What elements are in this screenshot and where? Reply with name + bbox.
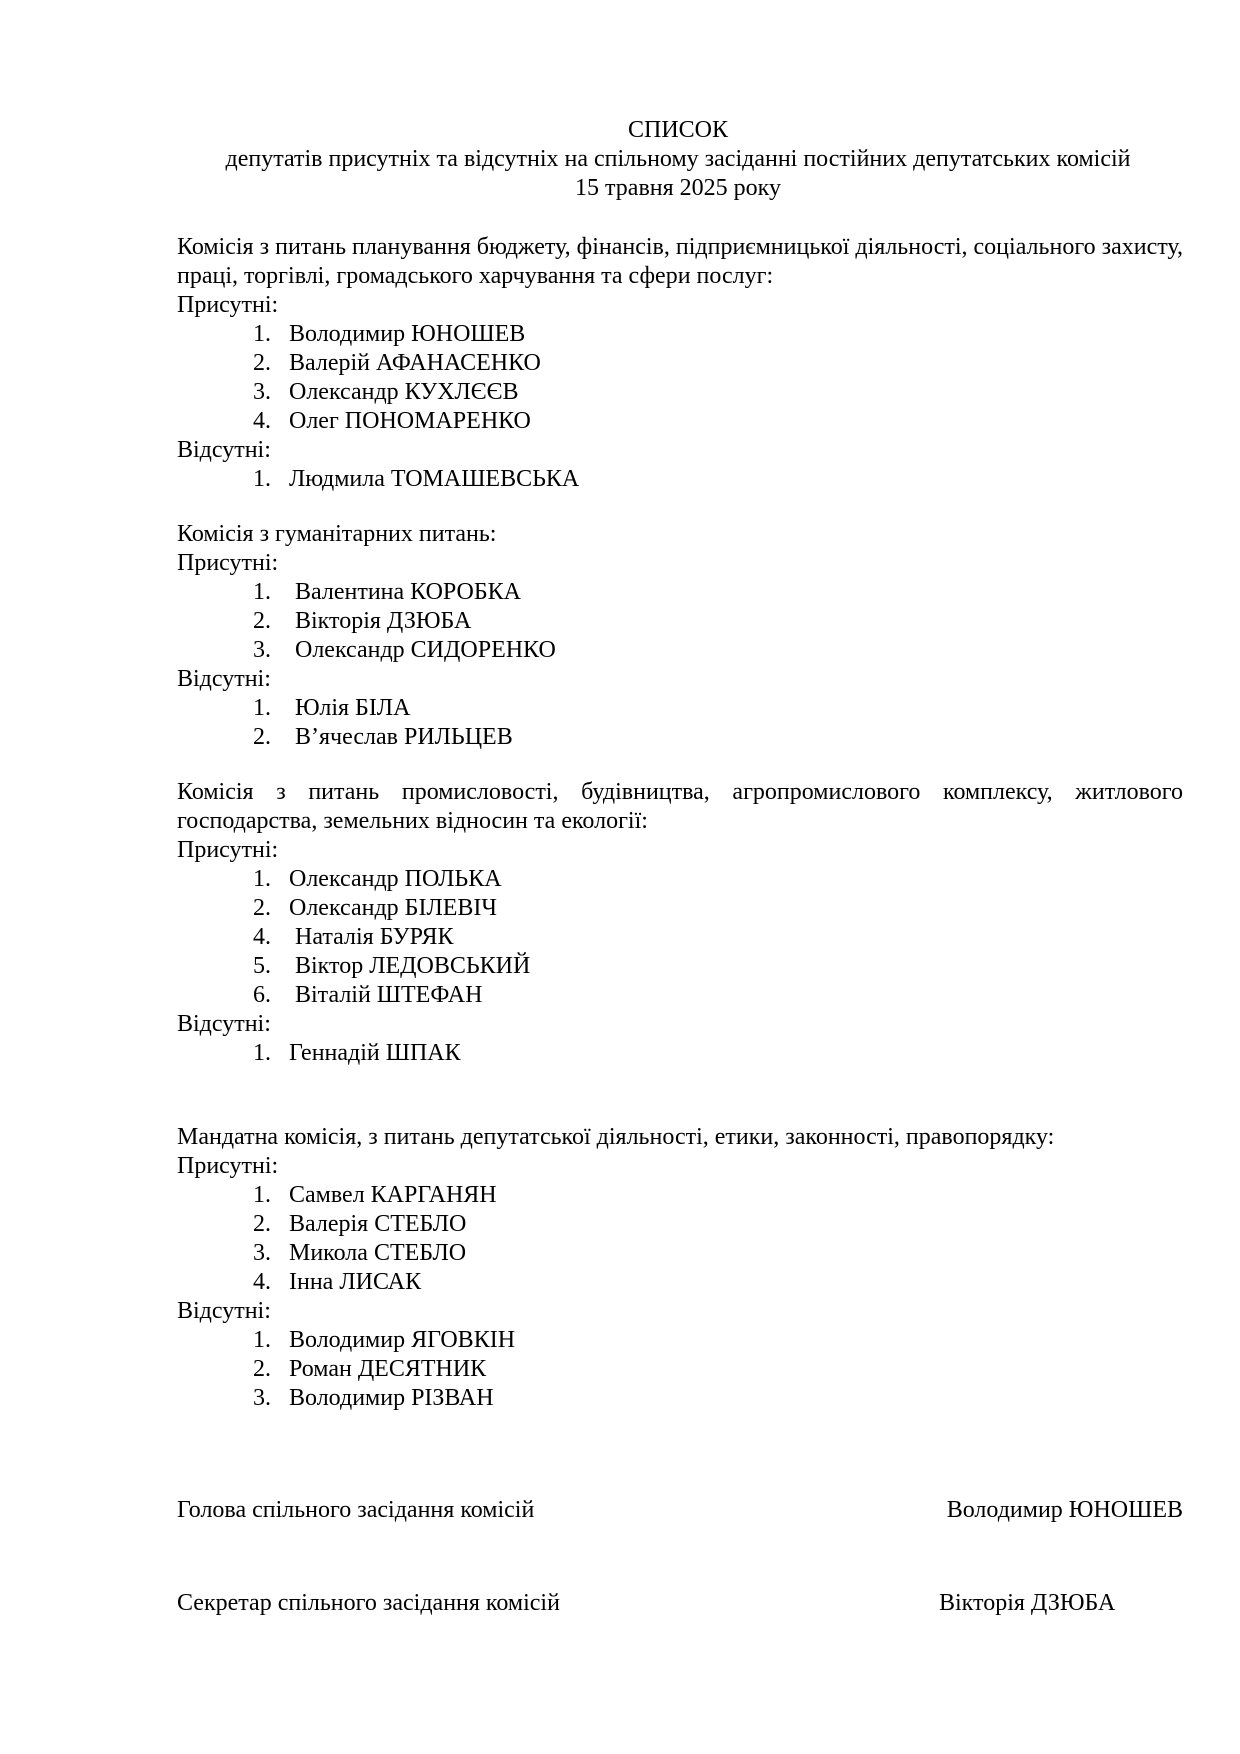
list-item	[177, 694, 1183, 723]
member-name: Микола СТЕБЛО	[289, 1240, 467, 1266]
document-subtitle: депутатів присутніх та відсутніх на спільному засіданні постійних депутатських комісій	[225, 146, 1131, 172]
member-name: Людмила ТОМАШЕВСЬКА	[289, 466, 580, 492]
item-number: 4.	[253, 408, 271, 434]
member-name: Олександр БІЛЕВІЧ	[289, 895, 497, 921]
document-title: СПИСОК	[627, 117, 729, 143]
absent-label: Відсутні:	[177, 666, 271, 692]
list-item	[177, 894, 1183, 923]
chair-label: Голова спільного засідання комісій	[177, 1497, 535, 1523]
list-item	[177, 1268, 1183, 1297]
member-name: Олександр СИДОРЕНКО	[295, 637, 556, 663]
item-number: 3.	[253, 1240, 271, 1266]
item-number: 3.	[253, 1385, 271, 1411]
absent-label: Відсутні:	[177, 1298, 271, 1324]
present-list	[177, 865, 1183, 1010]
item-number: 1.	[253, 321, 271, 347]
secretary-name: Вікторія ДЗЮБА	[939, 1590, 1116, 1616]
list-item	[177, 607, 1183, 636]
list-item	[177, 981, 1183, 1010]
list-item	[177, 378, 1183, 407]
member-name: Валерій АФАНАСЕНКО	[289, 350, 541, 376]
item-number: 2.	[253, 895, 271, 921]
list-item	[177, 1039, 1183, 1068]
member-name: Наталія БУРЯК	[295, 924, 454, 950]
member-name: Валентина КОРОБКА	[295, 579, 522, 605]
item-number: 6.	[253, 982, 271, 1008]
member-name: Віктор ЛЕДОВСЬКИЙ	[295, 953, 531, 979]
member-name: Володимир РІЗВАН	[289, 1385, 494, 1411]
item-number: 2.	[253, 1211, 271, 1237]
member-name: В’ячеслав РИЛЬЦЕВ	[295, 724, 513, 750]
present-label: Присутні:	[177, 292, 279, 318]
item-number: 1.	[253, 466, 271, 492]
member-name: Олександр ПОЛЬКА	[289, 866, 502, 892]
absent-list	[177, 1326, 1183, 1413]
item-number: 5.	[253, 953, 271, 979]
absent-list	[177, 1039, 1183, 1068]
list-item	[177, 1384, 1183, 1413]
list-item	[177, 1355, 1183, 1384]
list-item	[177, 723, 1183, 752]
item-number: 1.	[253, 1327, 271, 1353]
member-name: Юлія БІЛА	[295, 695, 411, 721]
present-list	[177, 320, 1183, 436]
member-name: Олександр КУХЛЄЄВ	[289, 379, 519, 405]
item-number: 1.	[253, 1182, 271, 1208]
commission-title: Мандатна комісія, з питань депутатської діяльності, етики, законності, правопорядку:	[177, 1124, 1055, 1150]
list-item	[177, 865, 1183, 894]
present-label: Присутні:	[177, 1153, 279, 1179]
secretary-label: Секретар спільного засідання комісій	[177, 1590, 560, 1616]
commission-budget	[177, 233, 1183, 494]
member-name: Інна ЛИСАК	[289, 1269, 422, 1295]
item-number: 1.	[253, 866, 271, 892]
present-list	[177, 578, 1183, 665]
list-item	[177, 1181, 1183, 1210]
commission-humanitarian	[177, 520, 1183, 752]
document-header	[0, 116, 1240, 203]
commission-industry	[177, 778, 1183, 1068]
item-number: 4.	[253, 1269, 271, 1295]
present-label: Присутні:	[177, 550, 279, 576]
item-number: 2.	[253, 350, 271, 376]
item-number: 3.	[253, 379, 271, 405]
present-list	[177, 1181, 1183, 1297]
list-item	[177, 407, 1183, 436]
member-name: Валерія СТЕБЛО	[289, 1211, 467, 1237]
item-number: 3.	[253, 637, 271, 663]
absent-list	[177, 694, 1183, 752]
member-name: Геннадій ШПАК	[289, 1040, 461, 1066]
absent-label: Відсутні:	[177, 437, 271, 463]
member-name: Володимир ЮНОШЕВ	[289, 321, 526, 347]
document-date: 15 травня 2025 року	[575, 175, 781, 201]
chair-name: Володимир ЮНОШЕВ	[946, 1497, 1183, 1523]
member-name: Олег ПОНОМАРЕНКО	[289, 408, 531, 434]
present-label: Присутні:	[177, 837, 279, 863]
commission-title: Комісія з питань промисловості, будівництва, агропромислового комплексу, житлового господарства, земельних відносин та екології:	[177, 779, 1183, 834]
item-number: 2.	[253, 1356, 271, 1382]
member-name: Віталій ШТЕФАН	[295, 982, 483, 1008]
list-item	[177, 1326, 1183, 1355]
commission-title: Комісія з гуманітарних питань:	[177, 521, 497, 547]
list-item	[177, 923, 1183, 952]
member-name: Самвел КАРГАНЯН	[289, 1182, 497, 1208]
list-item	[177, 578, 1183, 607]
member-name: Роман ДЕСЯТНИК	[289, 1356, 487, 1382]
commission-title: Комісія з питань планування бюджету, фінансів, підприємницької діяльності, соціального захисту, праці, торгівлі, громадського харчування та сфери послуг:	[177, 234, 1183, 289]
list-item	[177, 636, 1183, 665]
member-name: Вікторія ДЗЮБА	[295, 608, 472, 634]
member-name: Володимир ЯГОВКІН	[289, 1327, 516, 1353]
item-number: 2.	[253, 608, 271, 634]
item-number: 2.	[253, 724, 271, 750]
item-number: 1.	[253, 1040, 271, 1066]
list-item	[177, 349, 1183, 378]
absent-label: Відсутні:	[177, 1011, 271, 1037]
commission-mandate	[177, 1123, 1183, 1413]
item-number: 4.	[253, 924, 271, 950]
absent-list	[177, 465, 1183, 494]
list-item	[177, 952, 1183, 981]
item-number: 1.	[253, 579, 271, 605]
list-item	[177, 320, 1183, 349]
item-number: 1.	[253, 695, 271, 721]
list-item	[177, 1239, 1183, 1268]
list-item	[177, 1210, 1183, 1239]
list-item	[177, 465, 1183, 494]
